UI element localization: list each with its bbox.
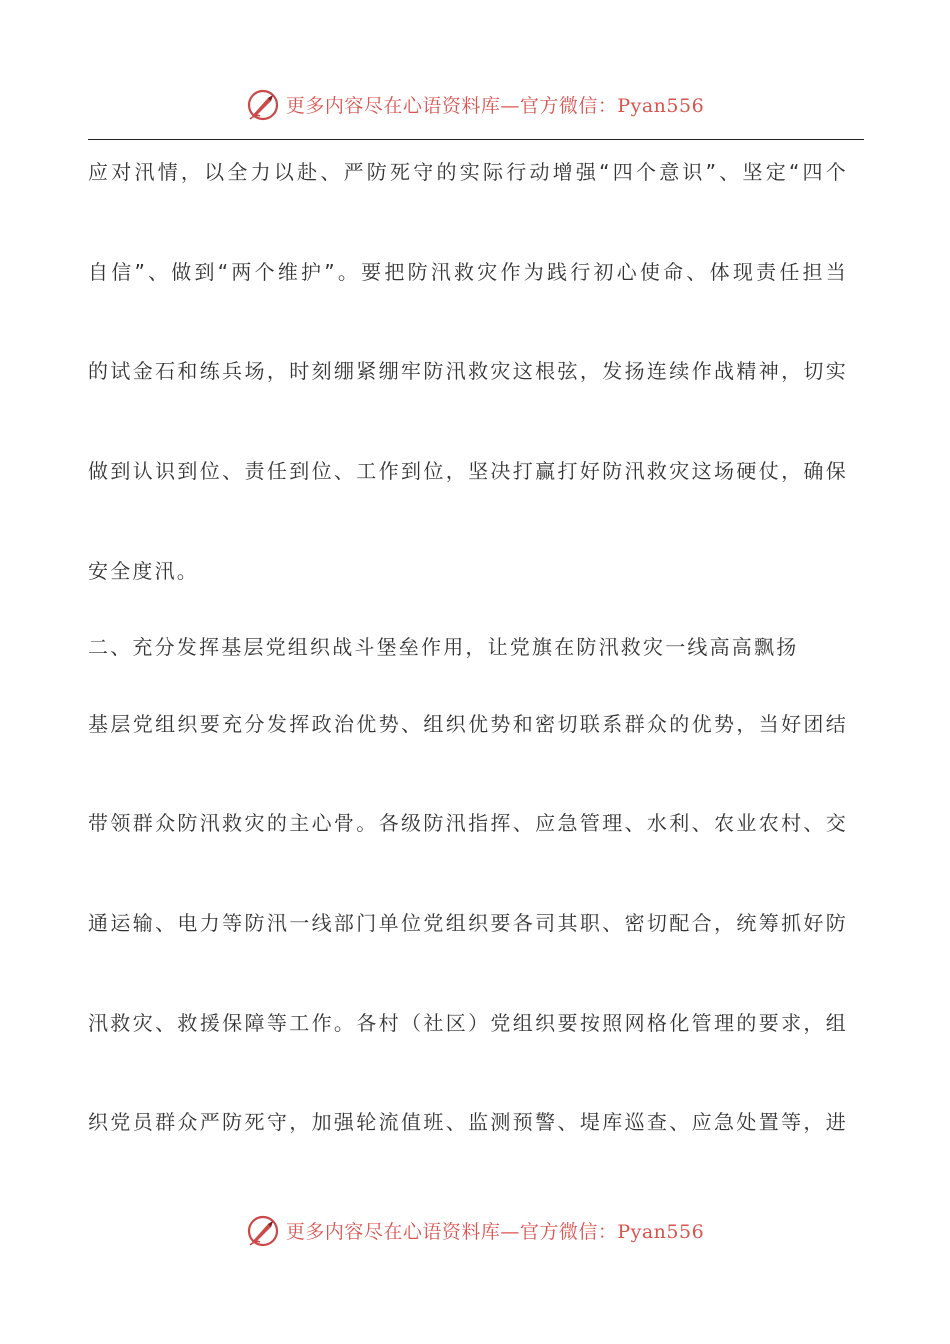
body-line: 织党员群众严防死守，加强轮流值班、监测预警、堤库巡查、应急处置等，进 xyxy=(88,1110,848,1134)
body-line: 带领群众防汛救灾的主心骨。各级防汛指挥、应急管理、水利、农业农村、交 xyxy=(88,811,848,835)
footer-banner xyxy=(0,1210,950,1250)
body-line: 汛救灾、救援保障等工作。各村（社区）党组织要按照网格化管理的要求，组 xyxy=(88,1011,848,1035)
header-divider xyxy=(88,139,864,140)
body-line: 基层党组织要充分发挥政治优势、组织优势和密切联系群众的优势，当好团结 xyxy=(88,712,848,736)
body-line: 自信”、做到“两个维护”。要把防汛救灾作为践行初心使命、体现责任担当 xyxy=(88,260,848,284)
body-line: 做到认识到位、责任到位、工作到位，坚决打赢打好防汛救灾这场硬仗，确保 xyxy=(88,459,848,483)
body-line: 的试金石和练兵场，时刻绷紧绷牢防汛救灾这根弦，发扬连续作战精神，切实 xyxy=(88,359,848,383)
pen-logo-icon xyxy=(246,1212,282,1248)
body-line: 安全度汛。 xyxy=(88,559,199,583)
section-heading: 二、充分发挥基层党组织战斗堡垒作用，让党旗在防汛救灾一线高高飘扬 xyxy=(88,635,799,659)
footer-banner-text: 更多内容尽在心语资料库—官方微信：Pyan556 xyxy=(285,1220,705,1243)
body-line: 应对汛情，以全力以赴、严防死守的实际行动增强“四个意识”、坚定“四个 xyxy=(88,160,848,184)
header-banner xyxy=(0,84,950,124)
header-banner-text: 更多内容尽在心语资料库—官方微信：Pyan556 xyxy=(285,94,705,117)
body-line: 通运输、电力等防汛一线部门单位党组织要各司其职、密切配合，统筹抓好防 xyxy=(88,911,848,935)
pen-logo-icon xyxy=(246,86,282,122)
